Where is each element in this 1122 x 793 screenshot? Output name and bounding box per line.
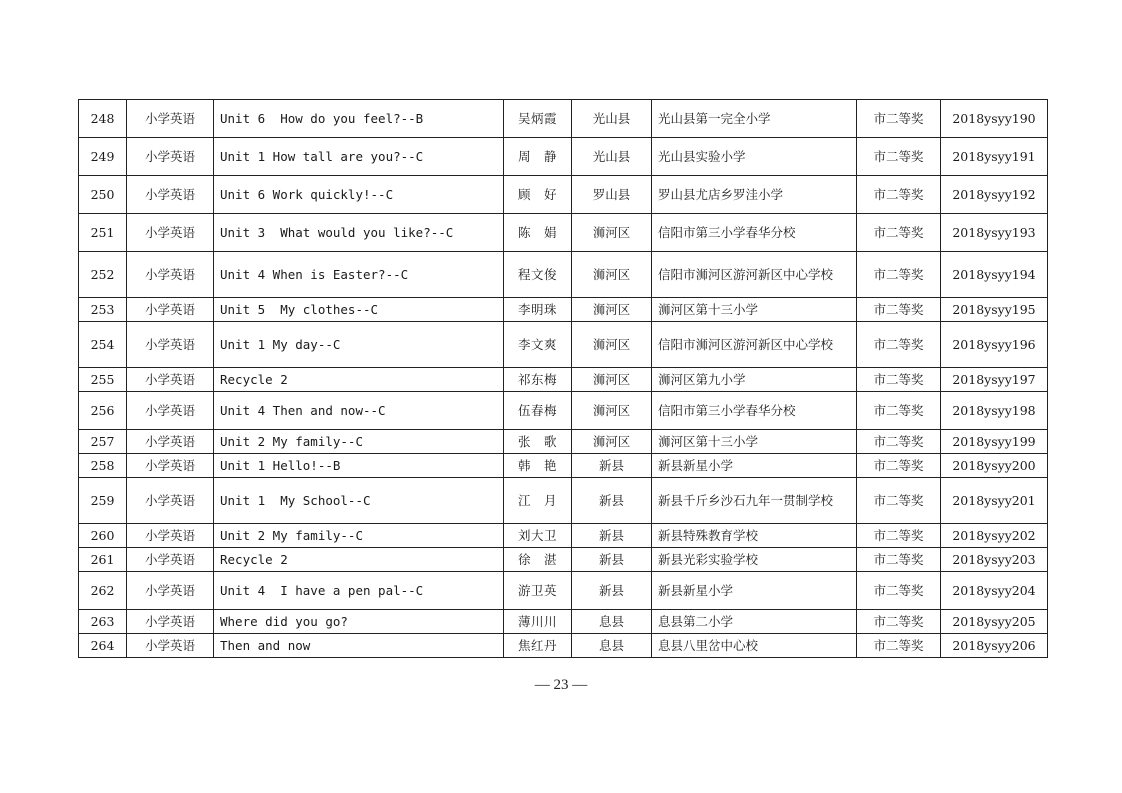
- teacher-name-cell: 陈 娟: [504, 214, 572, 252]
- school-cell: 新县千斤乡沙石九年一贯制学校: [652, 478, 857, 524]
- row-number-cell: 249: [79, 138, 127, 176]
- subject-cell: 小学英语: [127, 298, 214, 322]
- lesson-title-cell: Unit 5 My clothes--C: [214, 298, 504, 322]
- award-cell: 市二等奖: [857, 392, 941, 430]
- lesson-title-cell: Unit 1 How tall are you?--C: [214, 138, 504, 176]
- lesson-title-cell: Unit 6 Work quickly!--C: [214, 176, 504, 214]
- row-number-cell: 253: [79, 298, 127, 322]
- subject-cell: 小学英语: [127, 100, 214, 138]
- row-number-cell: 248: [79, 100, 127, 138]
- teacher-name-cell: 刘大卫: [504, 524, 572, 548]
- lesson-title-cell: Unit 2 My family--C: [214, 524, 504, 548]
- table-row: [79, 368, 1048, 392]
- school-cell: 浉河区第十三小学: [652, 298, 857, 322]
- school-cell: 息县第二小学: [652, 610, 857, 634]
- teacher-name-cell: 李文爽: [504, 322, 572, 368]
- lesson-title-cell: Unit 1 Hello!--B: [214, 454, 504, 478]
- teacher-name-cell: 游卫英: [504, 572, 572, 610]
- subject-cell: 小学英语: [127, 138, 214, 176]
- row-number-cell: 252: [79, 252, 127, 298]
- row-number-cell: 264: [79, 634, 127, 658]
- table-row: [79, 176, 1048, 214]
- award-cell: 市二等奖: [857, 368, 941, 392]
- subject-cell: 小学英语: [127, 454, 214, 478]
- school-cell: 新县新星小学: [652, 454, 857, 478]
- award-cell: 市二等奖: [857, 572, 941, 610]
- table-row: [79, 298, 1048, 322]
- award-cell: 市二等奖: [857, 634, 941, 658]
- school-cell: 信阳市第三小学春华分校: [652, 214, 857, 252]
- certificate-code-cell: 2018ysyy206: [941, 634, 1048, 658]
- lesson-title-cell: Unit 4 When is Easter?--C: [214, 252, 504, 298]
- county-cell: 浉河区: [572, 298, 652, 322]
- teacher-name-cell: 伍春梅: [504, 392, 572, 430]
- certificate-code-cell: 2018ysyy201: [941, 478, 1048, 524]
- table-row: [79, 100, 1048, 138]
- award-cell: 市二等奖: [857, 548, 941, 572]
- award-cell: 市二等奖: [857, 430, 941, 454]
- table-row: [79, 392, 1048, 430]
- school-cell: 浉河区第九小学: [652, 368, 857, 392]
- certificate-code-cell: 2018ysyy203: [941, 548, 1048, 572]
- table-body: [79, 100, 1048, 658]
- subject-cell: 小学英语: [127, 368, 214, 392]
- row-number-cell: 263: [79, 610, 127, 634]
- award-cell: 市二等奖: [857, 322, 941, 368]
- county-cell: 浉河区: [572, 214, 652, 252]
- certificate-code-cell: 2018ysyy191: [941, 138, 1048, 176]
- table-row: [79, 524, 1048, 548]
- school-cell: 罗山县尤店乡罗洼小学: [652, 176, 857, 214]
- county-cell: 浉河区: [572, 368, 652, 392]
- certificate-code-cell: 2018ysyy194: [941, 252, 1048, 298]
- teacher-name-cell: 江 月: [504, 478, 572, 524]
- subject-cell: 小学英语: [127, 392, 214, 430]
- subject-cell: 小学英语: [127, 478, 214, 524]
- teacher-name-cell: 程文俊: [504, 252, 572, 298]
- subject-cell: 小学英语: [127, 572, 214, 610]
- lesson-title-cell: Recycle 2: [214, 368, 504, 392]
- award-cell: 市二等奖: [857, 252, 941, 298]
- page-number: — 23 —: [534, 677, 588, 693]
- teacher-name-cell: 吴炳霞: [504, 100, 572, 138]
- school-cell: 息县八里岔中心校: [652, 634, 857, 658]
- row-number-cell: 256: [79, 392, 127, 430]
- table-row: [79, 610, 1048, 634]
- certificate-code-cell: 2018ysyy190: [941, 100, 1048, 138]
- row-number-cell: 250: [79, 176, 127, 214]
- lesson-title-cell: Where did you go?: [214, 610, 504, 634]
- table-row: [79, 572, 1048, 610]
- county-cell: 新县: [572, 478, 652, 524]
- teacher-name-cell: 李明珠: [504, 298, 572, 322]
- county-cell: 浉河区: [572, 392, 652, 430]
- award-cell: 市二等奖: [857, 100, 941, 138]
- award-cell: 市二等奖: [857, 214, 941, 252]
- table-row: [79, 548, 1048, 572]
- row-number-cell: 258: [79, 454, 127, 478]
- award-cell: 市二等奖: [857, 298, 941, 322]
- subject-cell: 小学英语: [127, 610, 214, 634]
- county-cell: 息县: [572, 610, 652, 634]
- table-row: [79, 252, 1048, 298]
- subject-cell: 小学英语: [127, 634, 214, 658]
- lesson-title-cell: Unit 3 What would you like?--C: [214, 214, 504, 252]
- school-cell: 浉河区第十三小学: [652, 430, 857, 454]
- school-cell: 光山县实验小学: [652, 138, 857, 176]
- county-cell: 新县: [572, 524, 652, 548]
- teacher-name-cell: 顾 好: [504, 176, 572, 214]
- subject-cell: 小学英语: [127, 548, 214, 572]
- school-cell: 新县光彩实验学校: [652, 548, 857, 572]
- certificate-code-cell: 2018ysyy199: [941, 430, 1048, 454]
- subject-cell: 小学英语: [127, 322, 214, 368]
- school-cell: 信阳市浉河区游河新区中心学校: [652, 252, 857, 298]
- table-row: [79, 478, 1048, 524]
- table-row: [79, 634, 1048, 658]
- row-number-cell: 259: [79, 478, 127, 524]
- county-cell: 光山县: [572, 138, 652, 176]
- lesson-title-cell: Unit 4 Then and now--C: [214, 392, 504, 430]
- table-row: [79, 214, 1048, 252]
- award-cell: 市二等奖: [857, 176, 941, 214]
- certificate-code-cell: 2018ysyy205: [941, 610, 1048, 634]
- lesson-title-cell: Recycle 2: [214, 548, 504, 572]
- table-row: [79, 430, 1048, 454]
- subject-cell: 小学英语: [127, 214, 214, 252]
- county-cell: 浉河区: [572, 322, 652, 368]
- lesson-title-cell: Unit 6 How do you feel?--B: [214, 100, 504, 138]
- county-cell: 新县: [572, 548, 652, 572]
- subject-cell: 小学英语: [127, 252, 214, 298]
- school-cell: 新县特殊教育学校: [652, 524, 857, 548]
- certificate-code-cell: 2018ysyy192: [941, 176, 1048, 214]
- row-number-cell: 260: [79, 524, 127, 548]
- award-cell: 市二等奖: [857, 610, 941, 634]
- teacher-name-cell: 焦红丹: [504, 634, 572, 658]
- row-number-cell: 262: [79, 572, 127, 610]
- teacher-name-cell: 祁东梅: [504, 368, 572, 392]
- certificate-code-cell: 2018ysyy200: [941, 454, 1048, 478]
- teacher-name-cell: 周 静: [504, 138, 572, 176]
- row-number-cell: 257: [79, 430, 127, 454]
- awards-table: [78, 99, 1048, 658]
- table-row: [79, 322, 1048, 368]
- teacher-name-cell: 张 歌: [504, 430, 572, 454]
- row-number-cell: 255: [79, 368, 127, 392]
- certificate-code-cell: 2018ysyy195: [941, 298, 1048, 322]
- lesson-title-cell: Unit 2 My family--C: [214, 430, 504, 454]
- award-cell: 市二等奖: [857, 478, 941, 524]
- table-row: [79, 454, 1048, 478]
- row-number-cell: 254: [79, 322, 127, 368]
- county-cell: 息县: [572, 634, 652, 658]
- school-cell: 信阳市第三小学春华分校: [652, 392, 857, 430]
- certificate-code-cell: 2018ysyy202: [941, 524, 1048, 548]
- subject-cell: 小学英语: [127, 430, 214, 454]
- certificate-code-cell: 2018ysyy204: [941, 572, 1048, 610]
- award-cell: 市二等奖: [857, 138, 941, 176]
- teacher-name-cell: 韩 艳: [504, 454, 572, 478]
- table-row: [79, 138, 1048, 176]
- row-number-cell: 261: [79, 548, 127, 572]
- certificate-code-cell: 2018ysyy198: [941, 392, 1048, 430]
- certificate-code-cell: 2018ysyy196: [941, 322, 1048, 368]
- subject-cell: 小学英语: [127, 524, 214, 548]
- award-cell: 市二等奖: [857, 454, 941, 478]
- lesson-title-cell: Unit 1 My School--C: [214, 478, 504, 524]
- county-cell: 罗山县: [572, 176, 652, 214]
- county-cell: 浉河区: [572, 252, 652, 298]
- teacher-name-cell: 徐 湛: [504, 548, 572, 572]
- county-cell: 新县: [572, 454, 652, 478]
- county-cell: 新县: [572, 572, 652, 610]
- school-cell: 新县新星小学: [652, 572, 857, 610]
- lesson-title-cell: Unit 4 I have a pen pal--C: [214, 572, 504, 610]
- county-cell: 光山县: [572, 100, 652, 138]
- subject-cell: 小学英语: [127, 176, 214, 214]
- teacher-name-cell: 薄川川: [504, 610, 572, 634]
- county-cell: 浉河区: [572, 430, 652, 454]
- award-cell: 市二等奖: [857, 524, 941, 548]
- lesson-title-cell: Then and now: [214, 634, 504, 658]
- row-number-cell: 251: [79, 214, 127, 252]
- certificate-code-cell: 2018ysyy197: [941, 368, 1048, 392]
- school-cell: 光山县第一完全小学: [652, 100, 857, 138]
- lesson-title-cell: Unit 1 My day--C: [214, 322, 504, 368]
- certificate-code-cell: 2018ysyy193: [941, 214, 1048, 252]
- school-cell: 信阳市浉河区游河新区中心学校: [652, 322, 857, 368]
